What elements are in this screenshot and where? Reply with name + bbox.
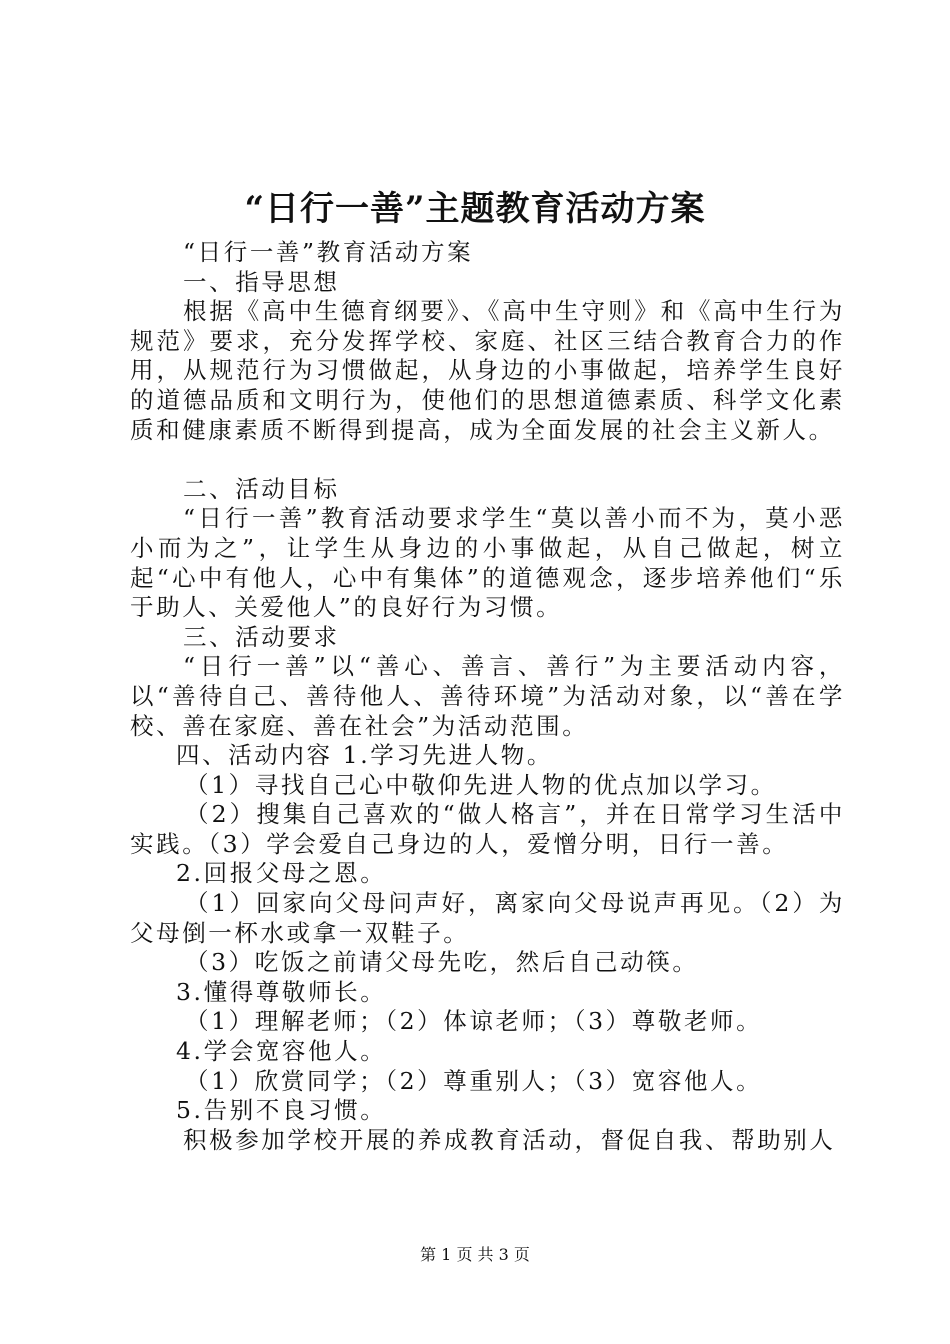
list-item: （1）回家向父母问声好，离家向父母说声再见。（2）为父母倒一杯水或拿一双鞋子。 — [130, 889, 845, 947]
section-heading-guiding-ideology: 一、指导思想 — [183, 267, 340, 296]
list-item: （1）欣赏同学；（2）尊重别人；（3）宽容他人。 — [185, 1066, 763, 1095]
subtitle-line: “日行一善”教育活动方案 — [183, 238, 474, 266]
subsection-heading: 3.懂得尊敬师长。 — [176, 977, 387, 1006]
subsection-heading: 2.回报父母之恩。 — [176, 859, 387, 888]
subsection-heading: 4.学会宽容他人。 — [176, 1037, 387, 1066]
paragraph-activity-requirements: “日行一善”以“善心、善言、善行”为主要活动内容，以“善待自己、善待他人、善待环境”为活动对象，以“善在学校、善在家庭、善在社会”为活动范围。 — [130, 652, 845, 740]
list-item: （1）理解老师；（2）体谅老师；（3）尊敬老师。 — [185, 1007, 763, 1036]
list-item: （1）寻找自己心中敬仰先进人物的优点加以学习。 — [185, 770, 777, 799]
list-item: （2）搜集自己喜欢的“做人格言”，并在日常学习生活中实践。（3）学会爱自己身边的人，爱憎分明，日行一善。 — [130, 800, 845, 858]
section-heading-activity-requirements: 三、活动要求 — [183, 622, 340, 651]
paragraph-guiding-ideology: 根据《高中生德育纲要》、《高中生守则》和《高中生行为规范》要求，充分发挥学校、家庭、社区三结合教育合力的作用，从规范行为习惯做起，从身边的小事做起，培养学生良好的道德品质和文明行为，使他们的思想道德素质、科学文化素质和健康素质不断得到提高，成为全面发展的社会主义新人。 — [130, 297, 845, 444]
subsection-heading: 5.告别不良习惯。 — [176, 1096, 387, 1125]
page-footer: 第 1 页 共 3 页 — [420, 1245, 530, 1264]
blank-line — [130, 445, 845, 475]
document-body — [130, 238, 845, 1155]
section-heading-activity-content: 四、活动内容 1.学习先进人物。 — [176, 741, 553, 770]
list-item: （3）吃饭之前请父母先吃，然后自己动筷。 — [185, 948, 699, 977]
paragraph-bad-habits: 积极参加学校开展的养成教育活动，督促自我、帮助别人 — [183, 1125, 836, 1154]
section-heading-activity-goals: 二、活动目标 — [183, 474, 340, 503]
paragraph-activity-goals: “日行一善”教育活动要求学生“莫以善小而不为，莫小恶小而为之”，让学生从身边的小事做起，从自己做起，树立起“心中有他人，心中有集体”的道德观念，逐步培养他们“乐于助人、关爱他人”的良好行为习惯。 — [130, 504, 845, 622]
document-title: “日行一善”主题教育活动方案 — [244, 189, 706, 229]
